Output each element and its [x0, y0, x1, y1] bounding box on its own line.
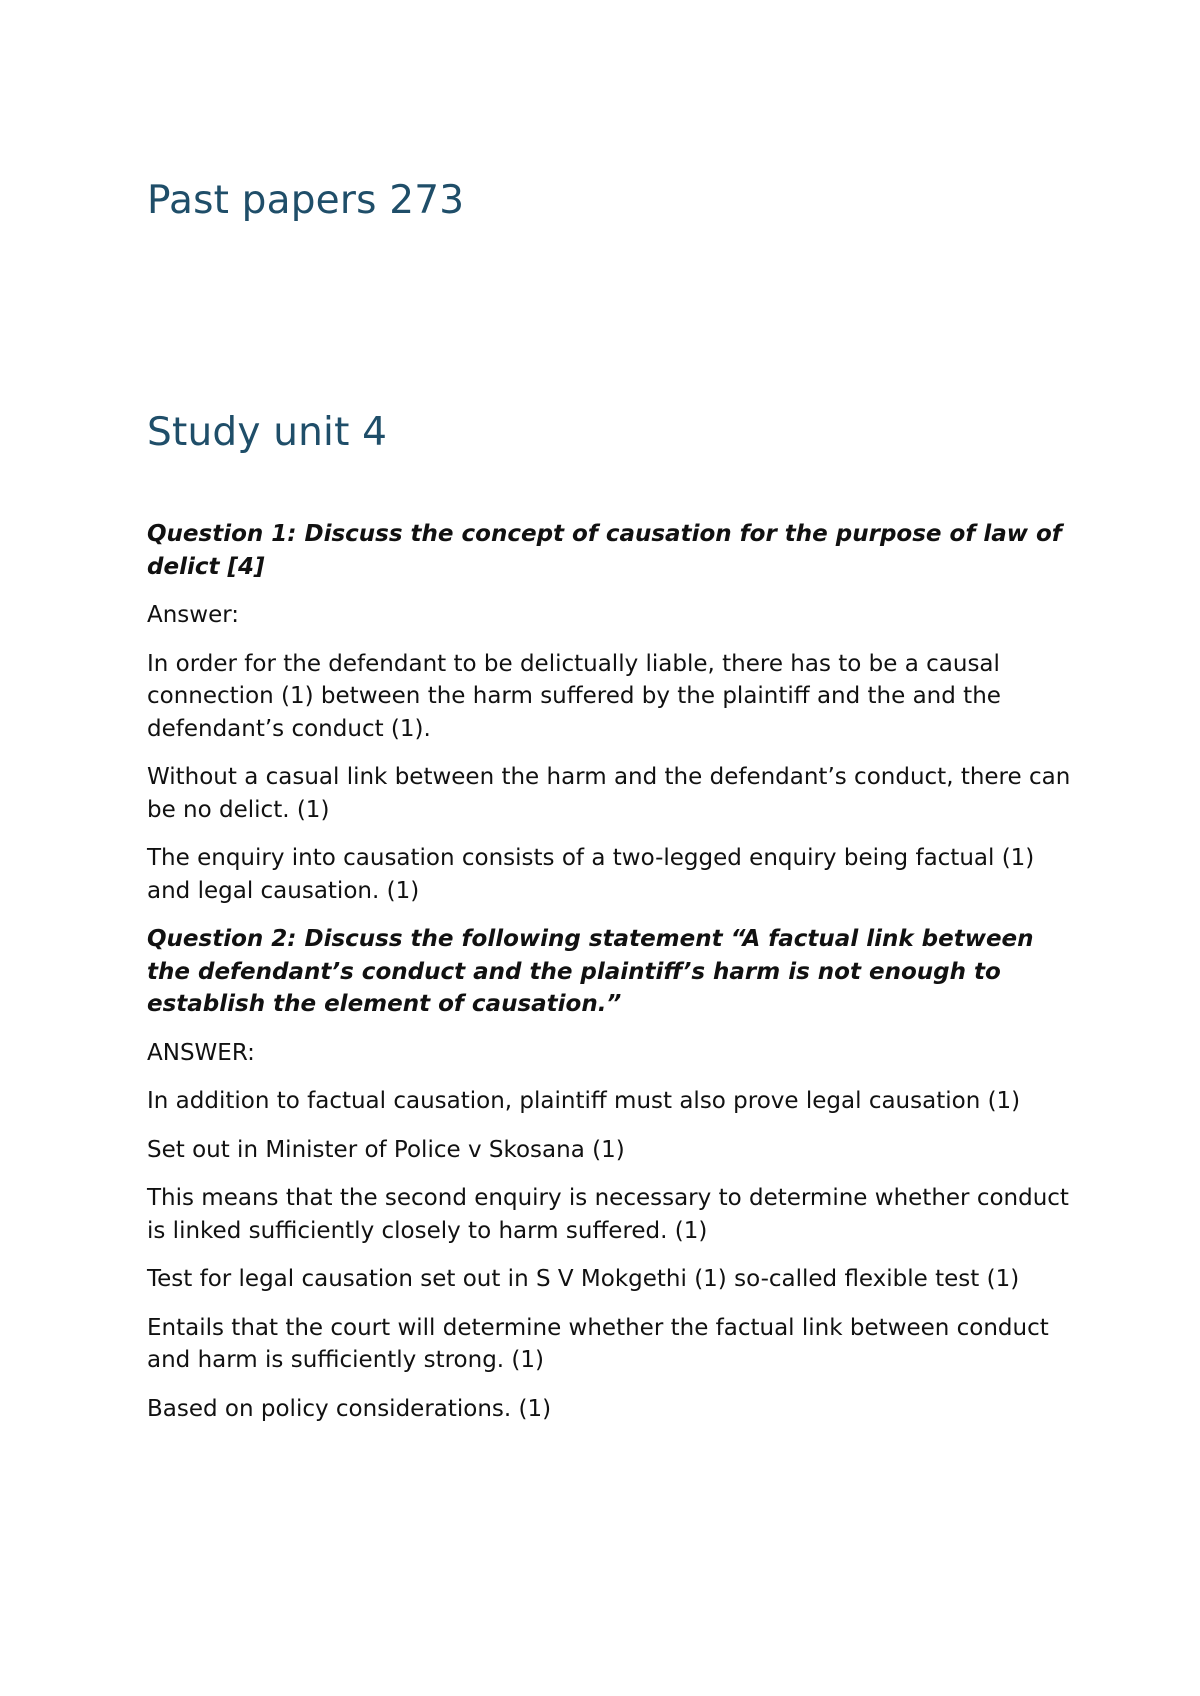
- answer-paragraph: Based on policy considerations. (1): [147, 1395, 552, 1422]
- answer-paragraph: In order for the defendant to be delictually liable, there has to be a causal connection (1) between the harm suffered by the plaintiff and the and the defendant’s conduct (1).: [147, 650, 1001, 742]
- document-title: Past papers 273: [147, 178, 465, 223]
- document-body: [147, 518, 1077, 1441]
- answer-paragraph: Without a casual link between the harm and the defendant’s conduct, there can be no delict. (1): [147, 764, 1071, 823]
- answer-paragraph: Set out in Minister of Police v Skosana (1): [147, 1136, 625, 1163]
- answer-paragraph: The enquiry into causation consists of a two-legged enquiry being factual (1) and legal causation. (1): [147, 845, 1035, 904]
- answer-label-1: Answer:: [147, 602, 240, 628]
- document-page: [147, 0, 1077, 1696]
- study-unit-heading: Study unit 4: [147, 410, 388, 455]
- answer-paragraph: In addition to factual causation, plaintiff must also prove legal causation (1): [147, 1088, 1021, 1114]
- question-2: Question 2: Discuss the following statement “A factual link between the defendant’s conduct and the plaintiff’s harm is not enough to establish the element of causation.”: [147, 926, 1034, 1017]
- question-1: Question 1: Discuss the concept of causation for the purpose of law of delict [4]: [147, 521, 1062, 580]
- answer-paragraph: Entails that the court will determine whether the factual link between conduct and harm is sufficiently strong. (1): [147, 1314, 1049, 1373]
- answer-paragraph: Test for legal causation set out in S V Mokgethi (1) so-called flexible test (1): [147, 1266, 1020, 1292]
- answer-label-2: ANSWER:: [147, 1039, 255, 1066]
- answer-paragraph: This means that the second enquiry is necessary to determine whether conduct is linked sufficiently closely to harm suffered. (1): [147, 1185, 1069, 1244]
